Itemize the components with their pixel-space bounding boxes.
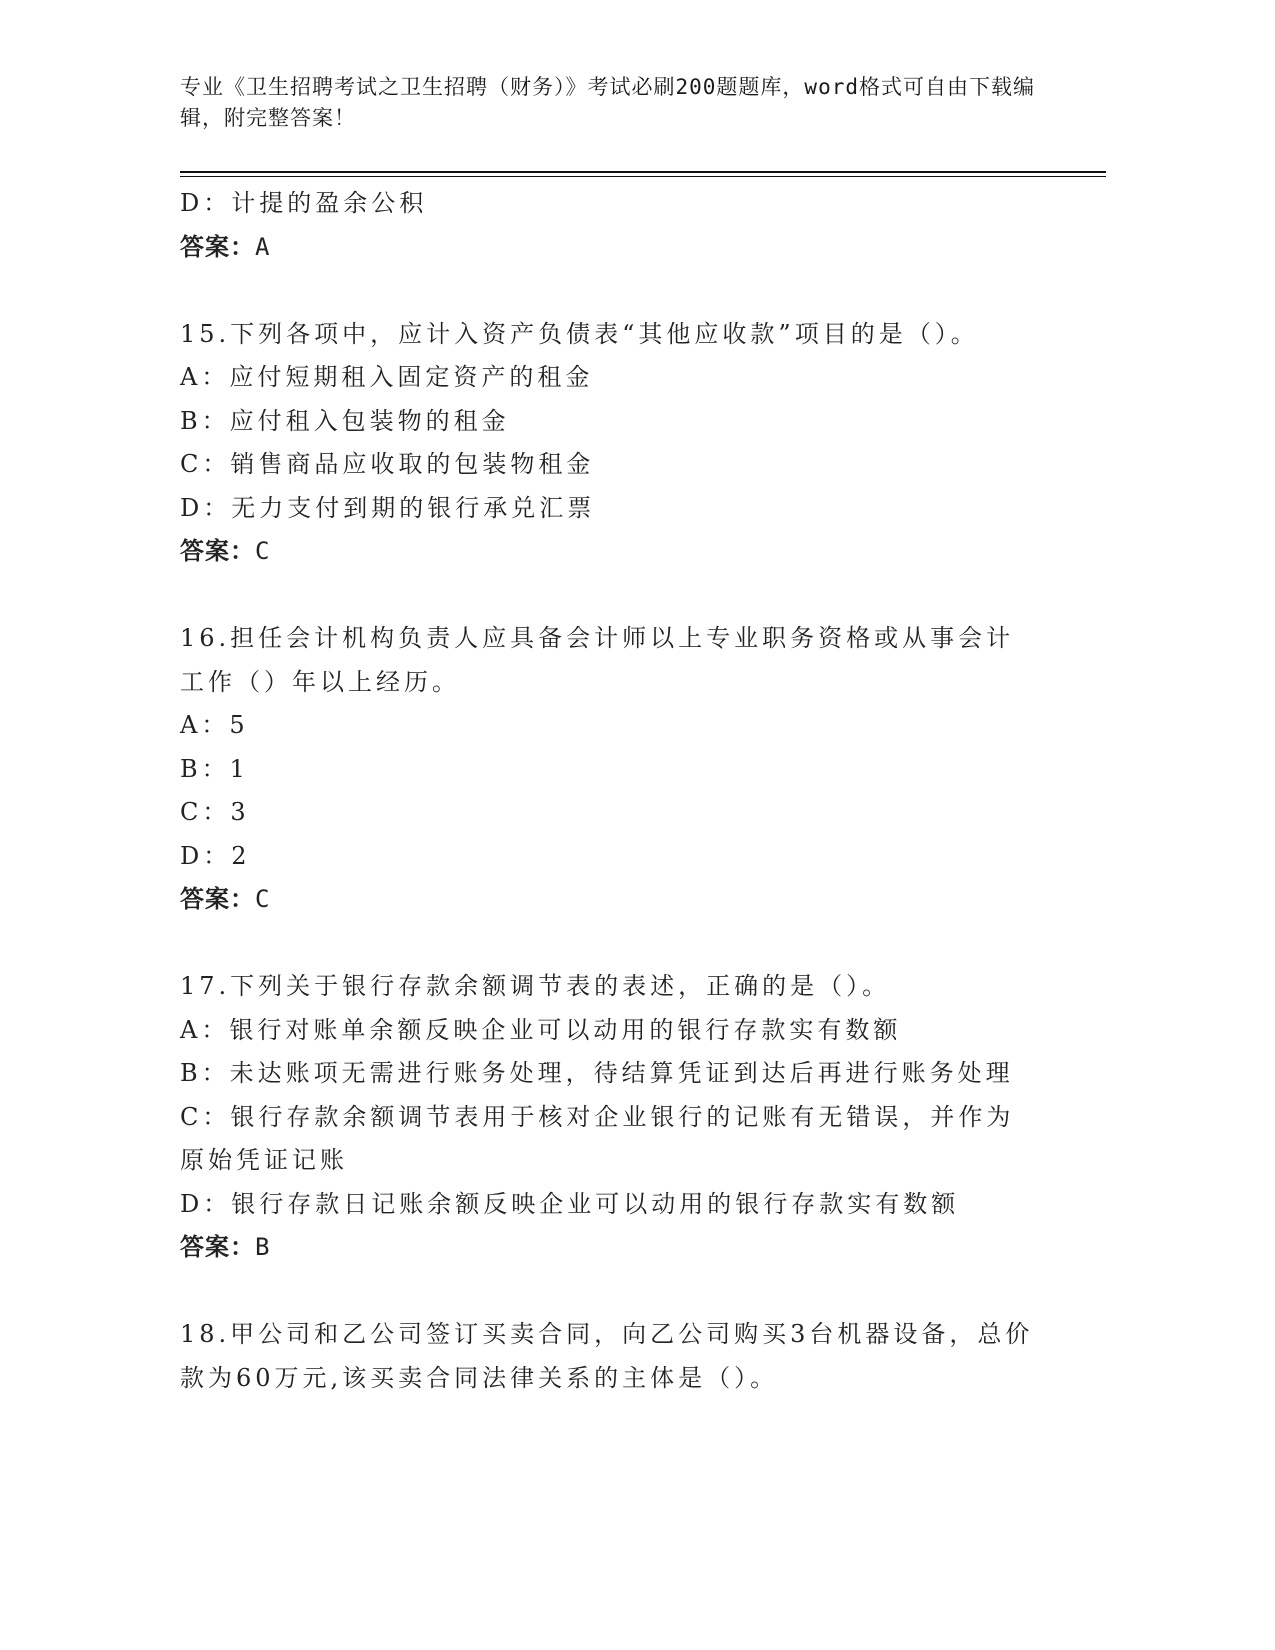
option-a: A：银行对账单余额反映企业可以动用的银行存款实有数额 [180, 1015, 902, 1044]
spacer [180, 922, 1040, 966]
option-d: D：计提的盈余公积 [180, 189, 428, 217]
document-body [180, 182, 1040, 1400]
answer-label: 答案： [180, 232, 255, 261]
spacer [180, 269, 1040, 313]
answer-value: C [255, 537, 271, 565]
answer-label: 答案： [180, 537, 255, 565]
spacer [180, 574, 1040, 618]
answer-label: 答案： [180, 885, 255, 913]
option-b: B：未达账项无需进行账务处理，待结算凭证到达后再进行账务处理 [180, 1059, 1014, 1087]
option-c: C：3 [180, 798, 250, 826]
option-c: C：银行存款余额调节表用于核对企业银行的记账有无错误，并作为原始凭证记账 [180, 1102, 1015, 1174]
header-text: 专业《卫生招聘考试之卫生招聘（财务）》考试必刷200题题库，word格式可自由下载编辑，附完整答案！ [180, 75, 1035, 130]
question-stem: 17.下列关于银行存款余额调节表的表述，正确的是（）。 [180, 972, 891, 1000]
option-d: D：银行存款日记账余额反映企业可以动用的银行存款实有数额 [180, 1189, 960, 1218]
question-16 [180, 617, 1040, 922]
option-c: C：销售商品应收取的包装物租金 [180, 450, 595, 478]
question-18 [180, 1313, 1040, 1400]
question-stem: 16.担任会计机构负责人应具备会计师以上专业职务资格或从事会计工作（）年以上经历。 [180, 624, 1015, 696]
question-stem: 15.下列各项中，应计入资产负债表“其他应收款”项目的是（）。 [180, 319, 979, 348]
header-rule-thick [180, 171, 1106, 173]
question-stem: 18.甲公司和乙公司签订买卖合同，向乙公司购买3台机器设备，总价款为60万元,该买卖合同法律关系的主体是（）。 [180, 1320, 1034, 1392]
option-a: A：5 [180, 711, 249, 739]
answer-value: A [255, 232, 271, 261]
answer-line [180, 1226, 1040, 1270]
answer-line [180, 530, 1040, 574]
header-rule-thin [180, 176, 1106, 177]
question-15 [180, 313, 1040, 574]
previous-question-tail [180, 182, 1040, 269]
spacer [180, 1270, 1040, 1314]
document-header [180, 72, 1040, 134]
answer-line [180, 226, 1040, 270]
option-d: D：无力支付到期的银行承兑汇票 [180, 493, 596, 522]
answer-line [180, 878, 1040, 922]
option-b: B：应付租入包装物的租金 [180, 406, 510, 435]
question-17 [180, 965, 1040, 1270]
answer-label: 答案： [180, 1233, 255, 1261]
answer-value: B [255, 1233, 271, 1261]
option-d: D：2 [180, 841, 251, 870]
option-b: B：1 [180, 754, 249, 783]
answer-value: C [255, 885, 271, 913]
option-a: A：应付短期租入固定资产的租金 [180, 363, 594, 391]
